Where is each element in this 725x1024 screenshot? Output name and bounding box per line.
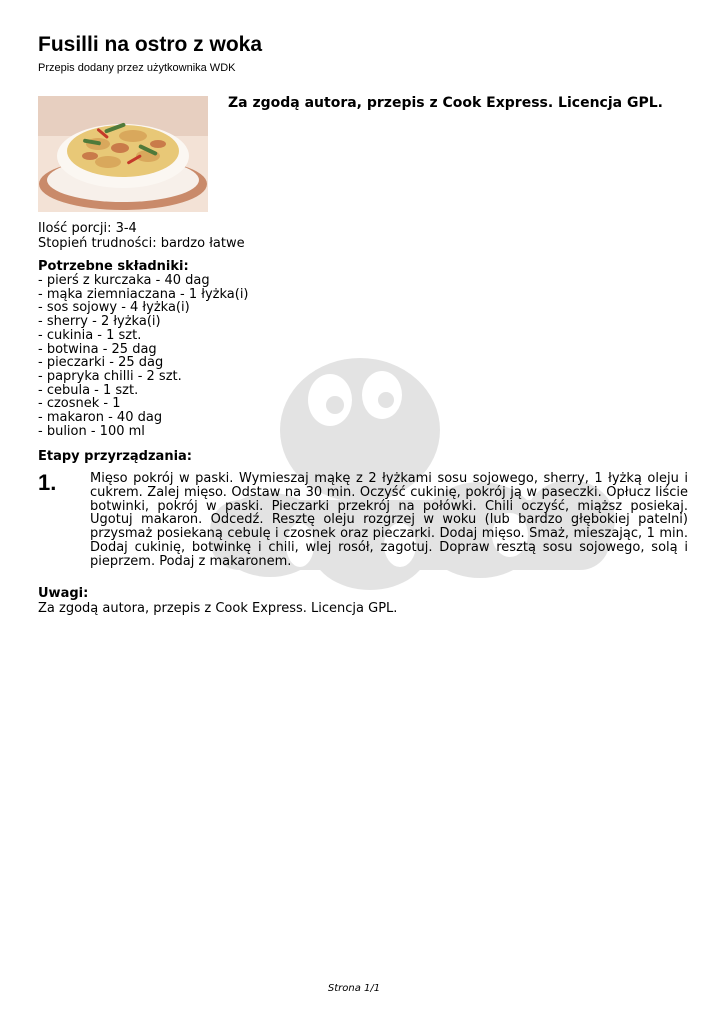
step-text: Mięso pokrój w paski. Wymieszaj mąkę z 2 łyżkami sosu sojowego, sherry, 1 łyżką oleju i cukrem. Zalej mięso. Odstaw na 30 min. Oczyść cukinię, pokrój ją w paseczki. Opłucz liście botwinki, pokrój w paski. Pieczarki przekrój na połówki. Chili oczyść, miąższ posiekaj. Ugotuj makaron. Odcedź. Resztę oleju rozgrzej w woku (lub bardzo głębokiej patelni) przysmaż posiekaną cebulę i czosnek oraz pieczarki. Dodaj mięso. Smaż, mieszając, 1 min. Dodaj cukinię, botwinkę i chili, wlej rosół, zagotuj. Dopraw resztą sosu sojowego, solą i pieprzem. Podaj z makaronem. [90,471,688,569]
ingredient-item: - sos sojowy - 4 łyżka(i) [38,300,190,316]
ingredient-item: - pierś z kurczaka - 40 dag [38,273,210,288]
step-number: 1. [38,470,57,495]
recipe-byline: Przepis dodany przez użytkownika WDK [38,62,236,74]
ingredient-item: - mąka ziemniaczana - 1 łyżka(i) [38,286,249,302]
ingredient-item: - cukinia - 1 szt. [38,327,142,343]
ingredient-item: - bulion - 100 ml [38,423,145,439]
recipe-meta [38,221,245,251]
ingredient-item: - czosnek - 1 [38,396,121,412]
ingredient-item: - sherry - 2 łyżka(i) [38,314,161,330]
notes-section [38,586,397,616]
ingredients-list [38,274,249,438]
ingredients-section [38,259,249,438]
notes-text: Za zgodą autora, przepis z Cook Express. Licencja GPL. [38,601,398,616]
dish-photo [38,96,208,212]
servings: Ilość porcji: 3-4 [38,221,137,236]
recipe-intro: Za zgodą autora, przepis z Cook Express. Licencja GPL. [228,95,663,111]
notes-heading: Uwagi: [38,586,89,601]
ingredient-item: - papryka chilli - 2 szt. [38,368,182,384]
recipe-title: Fusilli na ostro z woka [38,33,263,56]
ingredients-heading: Potrzebne składniki: [38,259,189,274]
ingredient-item: - botwina - 25 dag [38,341,157,357]
page-number: Strona 1/1 [327,983,381,994]
ingredient-item: - makaron - 40 dag [38,410,163,426]
ingredient-item: - pieczarki - 25 dag [38,355,164,371]
difficulty: Stopień trudności: bardzo łatwe [38,236,245,251]
steps-heading: Etapy przyrządzania: [38,449,193,464]
ingredient-item: - cebula - 1 szt. [38,382,139,398]
